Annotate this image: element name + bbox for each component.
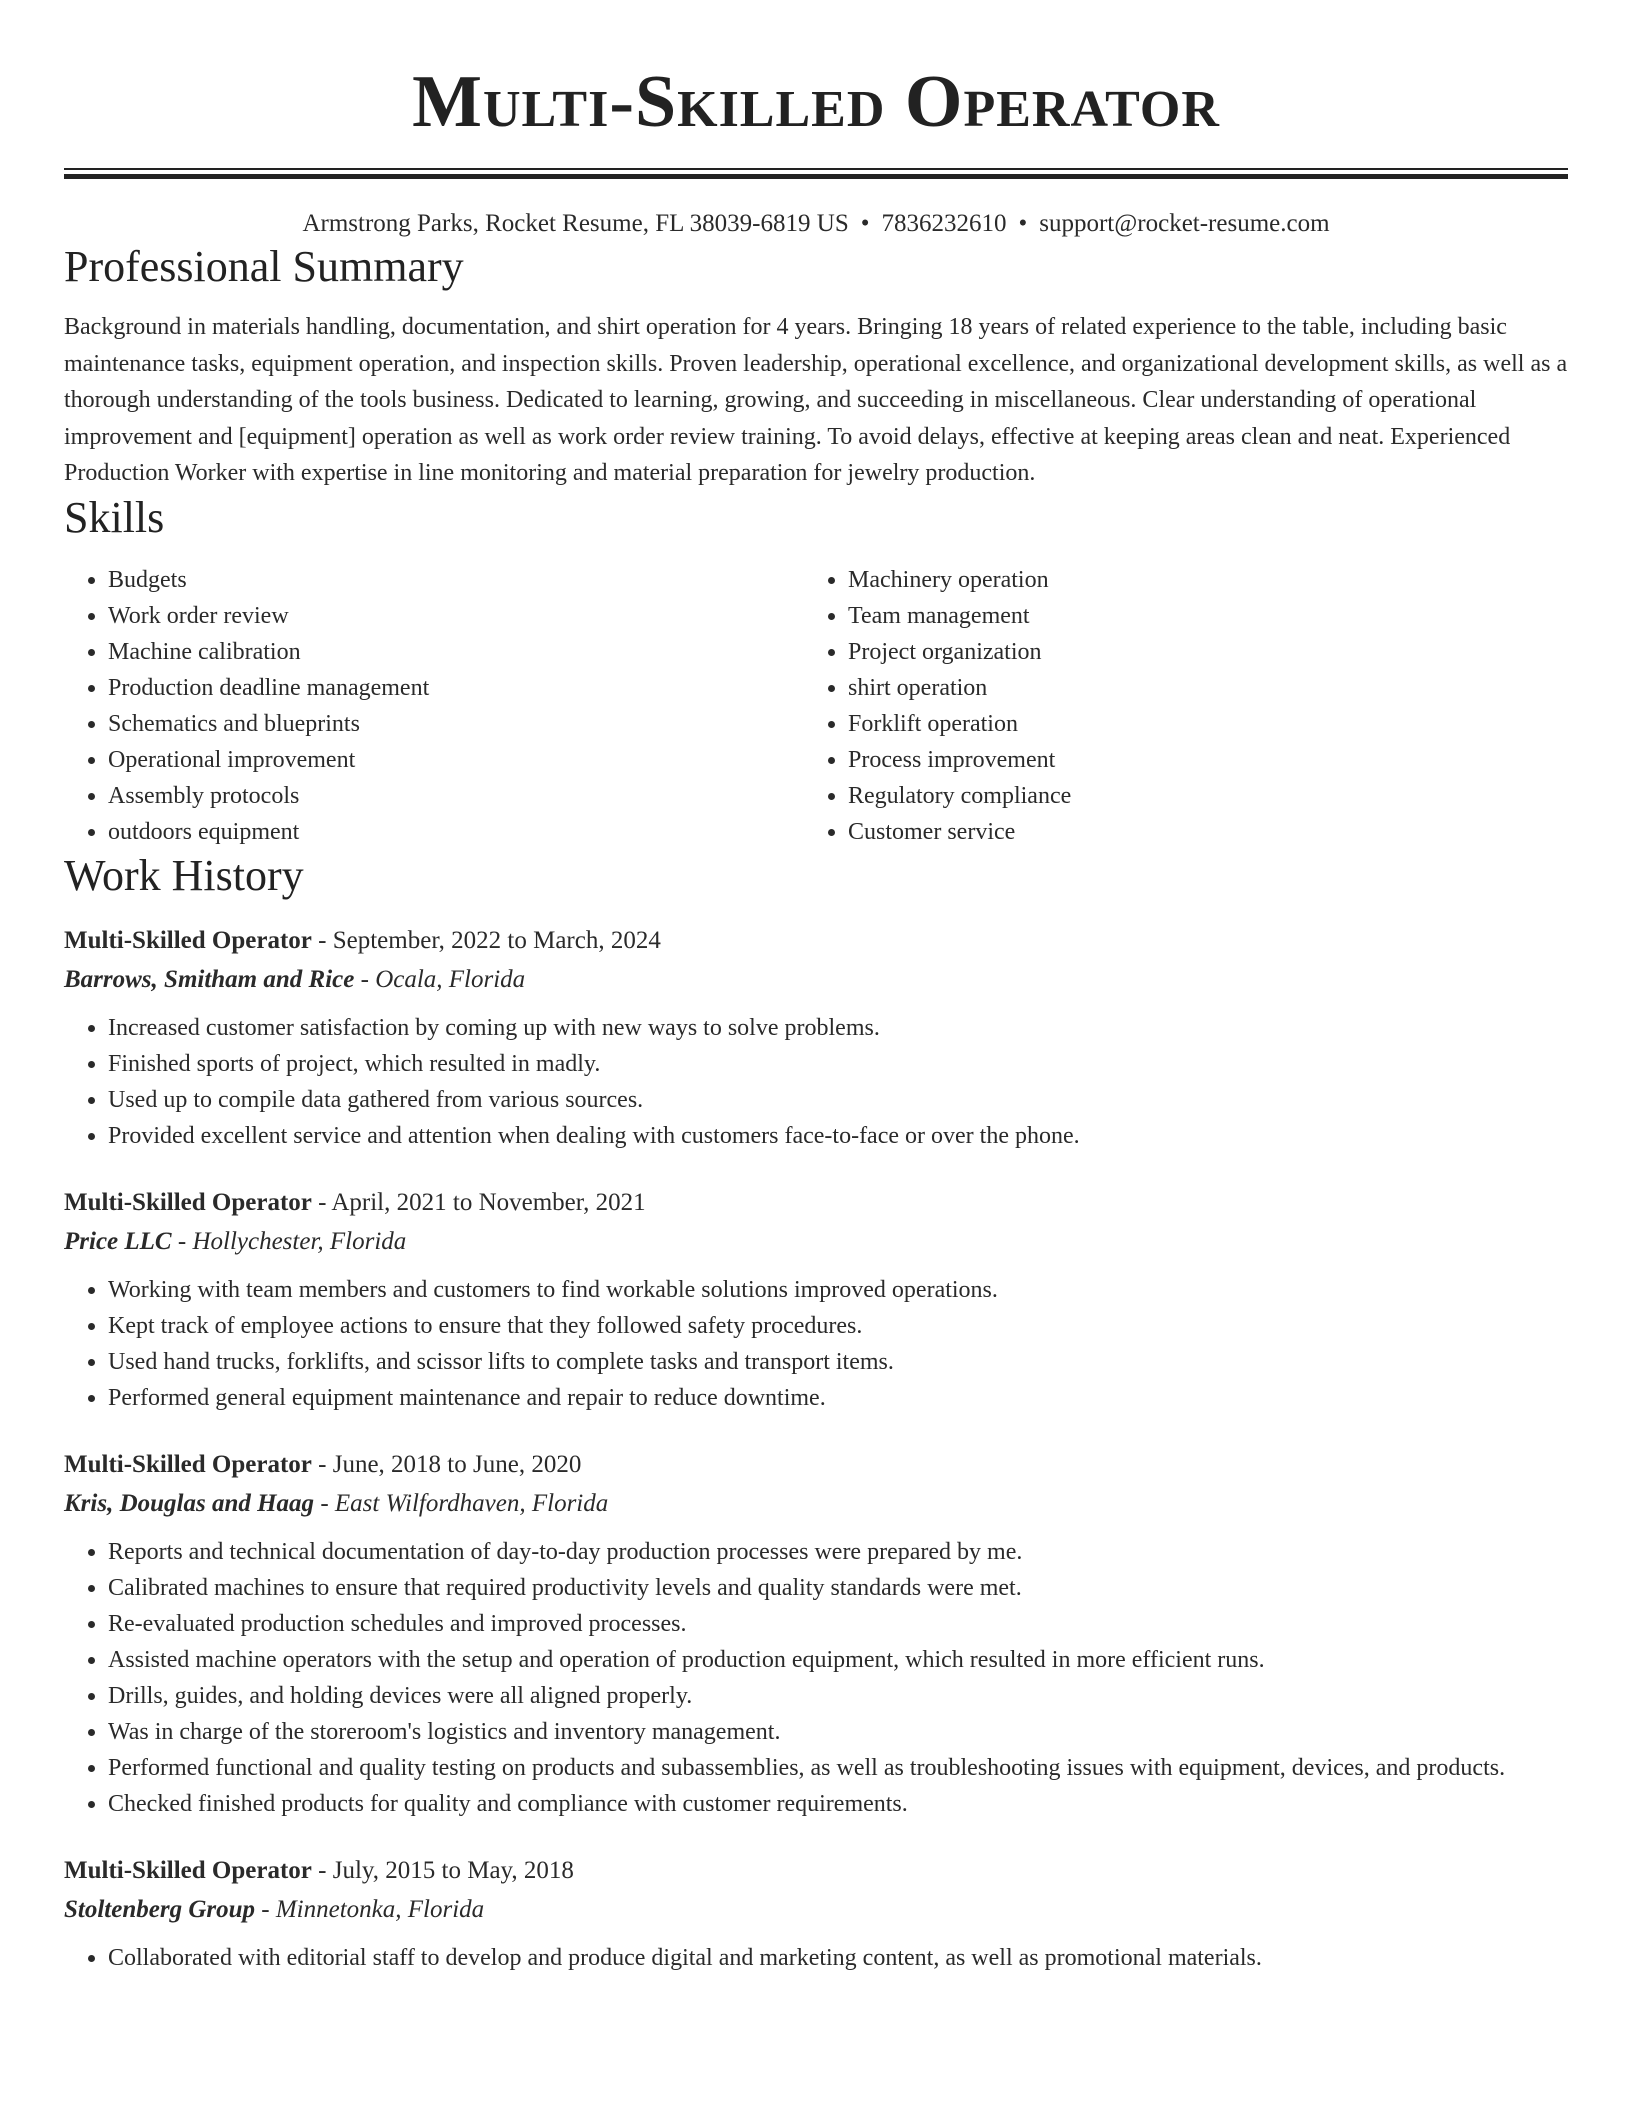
job-heading — [64, 1184, 1568, 1222]
skill-item: • Work order review — [108, 598, 804, 634]
job-dash: - — [171, 1227, 193, 1255]
job-bullets — [64, 1010, 1568, 1154]
job-title: Multi-Skilled Operator — [64, 1188, 312, 1216]
skill-item: • Team management — [848, 598, 1544, 634]
skill-item: • Forklift operation — [848, 706, 1544, 742]
skill-item: • Machine calibration — [108, 634, 804, 670]
job-bullet: • Checked finished products for quality and compliance with customer requirements. — [108, 1786, 1568, 1822]
job-bullet: • Re-evaluated production schedules and improved processes. — [108, 1606, 1568, 1642]
skill-item: • shirt operation — [848, 670, 1544, 706]
job-dash: - — [255, 1895, 276, 1923]
job-company: Barrows, Smitham and Rice — [64, 965, 355, 993]
contact-email: support@rocket-resume.com — [1039, 210, 1330, 237]
job-dash: - — [311, 1856, 333, 1884]
contact-line — [64, 207, 1568, 241]
job-company-line — [64, 1222, 1568, 1262]
job-entry — [64, 922, 1568, 1154]
job-title: Multi-Skilled Operator — [64, 1856, 312, 1884]
job-dash: - — [311, 1188, 332, 1216]
job-company-line — [64, 1890, 1568, 1930]
job-bullet: • Used hand trucks, forklifts, and scissor lifts to complete tasks and transport items. — [108, 1344, 1568, 1380]
job-bullet: • Assisted machine operators with the setup and operation of production equipment, which resulted in more efficient runs. — [108, 1642, 1568, 1678]
job-bullet: • Used up to compile data gathered from various sources. — [108, 1082, 1568, 1118]
header-double-rule — [64, 168, 1568, 179]
contact-phone: 7836232610 — [881, 210, 1007, 237]
job-entry — [64, 1852, 1568, 1976]
job-location: Hollychester, Florida — [192, 1227, 407, 1255]
job-dash: - — [314, 1489, 335, 1517]
job-company-line — [64, 960, 1568, 1000]
job-bullet: • Kept track of employee actions to ensure that they followed safety procedures. — [108, 1308, 1568, 1344]
skill-item: • Operational improvement — [108, 742, 804, 778]
skill-item: • outdoors equipment — [108, 814, 804, 850]
job-dates: July, 2015 to May, 2018 — [332, 1856, 574, 1884]
job-bullet: • Was in charge of the storeroom's logistics and inventory management. — [108, 1714, 1568, 1750]
job-bullets — [64, 1940, 1568, 1976]
job-heading — [64, 1446, 1568, 1484]
job-company: Stoltenberg Group — [64, 1895, 256, 1923]
job-bullet: • Calibrated machines to ensure that required productivity levels and quality standards were met. — [108, 1570, 1568, 1606]
job-dates: September, 2022 to March, 2024 — [332, 926, 661, 954]
skill-item: • Project organization — [848, 634, 1544, 670]
job-dash: - — [311, 1450, 333, 1478]
summary-heading: Professional Summary — [64, 242, 464, 291]
contact-separator: • — [860, 210, 870, 237]
job-location: East Wilfordhaven, Florida — [334, 1489, 609, 1517]
job-dash: - — [311, 926, 333, 954]
job-heading — [64, 1852, 1568, 1890]
skill-item: • Schematics and blueprints — [108, 706, 804, 742]
job-company: Kris, Douglas and Haag — [64, 1489, 315, 1517]
job-bullet: • Working with team members and customers to find workable solutions improved operations. — [108, 1272, 1568, 1308]
skills-column-left — [64, 562, 804, 850]
skill-item: • Regulatory compliance — [848, 778, 1544, 814]
job-heading — [64, 922, 1568, 960]
work-history-heading: Work History — [64, 850, 304, 900]
skill-item: • Customer service — [848, 814, 1544, 850]
skill-item: • Production deadline management — [108, 670, 804, 706]
job-title: Multi-Skilled Operator — [64, 926, 312, 954]
job-bullet: • Reports and technical documentation of day-to-day production processes were prepared by me. — [108, 1534, 1568, 1570]
job-bullet: • Provided excellent service and attention when dealing with customers face-to-face or over the phone. — [108, 1118, 1568, 1154]
skill-item: • Budgets — [108, 562, 804, 598]
job-bullet: • Drills, guides, and holding devices were all aligned properly. — [108, 1678, 1568, 1714]
job-entry — [64, 1446, 1568, 1822]
skills-column-right — [804, 562, 1544, 850]
job-dates: April, 2021 to November, 2021 — [331, 1188, 646, 1216]
skills-list — [64, 562, 1568, 850]
contact-separator: • — [1018, 210, 1028, 237]
job-bullets — [64, 1534, 1568, 1822]
job-dash: - — [354, 965, 376, 993]
job-bullet: • Collaborated with editorial staff to develop and produce digital and marketing content, as well as promotional materials. — [108, 1940, 1568, 1976]
job-bullet: • Increased customer satisfaction by coming up with new ways to solve problems. — [108, 1010, 1568, 1046]
skill-item: • Process improvement — [848, 742, 1544, 778]
job-bullet: • Performed functional and quality testing on products and subassemblies, as well as troubleshooting issues with equipment, devices, and products. — [108, 1750, 1568, 1786]
job-bullet: • Finished sports of project, which resulted in madly. — [108, 1046, 1568, 1082]
job-bullet: • Performed general equipment maintenance and repair to reduce downtime. — [108, 1380, 1568, 1416]
job-entry — [64, 1184, 1568, 1416]
skill-item: • Machinery operation — [848, 562, 1544, 598]
job-location: Minnetonka, Florida — [275, 1895, 485, 1923]
job-company: Price LLC — [64, 1227, 172, 1255]
job-location: Ocala, Florida — [375, 965, 526, 993]
job-company-line — [64, 1484, 1568, 1524]
contact-address: Armstrong Parks, Rocket Resume, FL 38039-6819 US — [302, 210, 849, 237]
summary-text: Background in materials handling, documentation, and shirt operation for 4 years. Bringing 18 years of related experience to the table, including basic maintenance tasks, equipment operation, and inspection skills. Proven leadership, operational excellence, and organizational development skills, as well as a thorough understanding of the tools business. Dedicated to learning, growing, and succeeding in miscellaneous. Clear understanding of operational improvement and [equipment] operation as well as work order review training. To avoid delays, effective at keeping areas clean and neat. Experienced Production Worker with expertise in line monitoring and material preparation for jewelry production. — [64, 314, 1568, 486]
job-dates: June, 2018 to June, 2020 — [332, 1450, 582, 1478]
job-bullets — [64, 1272, 1568, 1416]
job-title: Multi-Skilled Operator — [64, 1450, 312, 1478]
skills-heading: Skills — [64, 492, 165, 542]
resume-name-heading: Multi-Skilled Operator — [412, 61, 1220, 143]
skill-item: • Assembly protocols — [108, 778, 804, 814]
